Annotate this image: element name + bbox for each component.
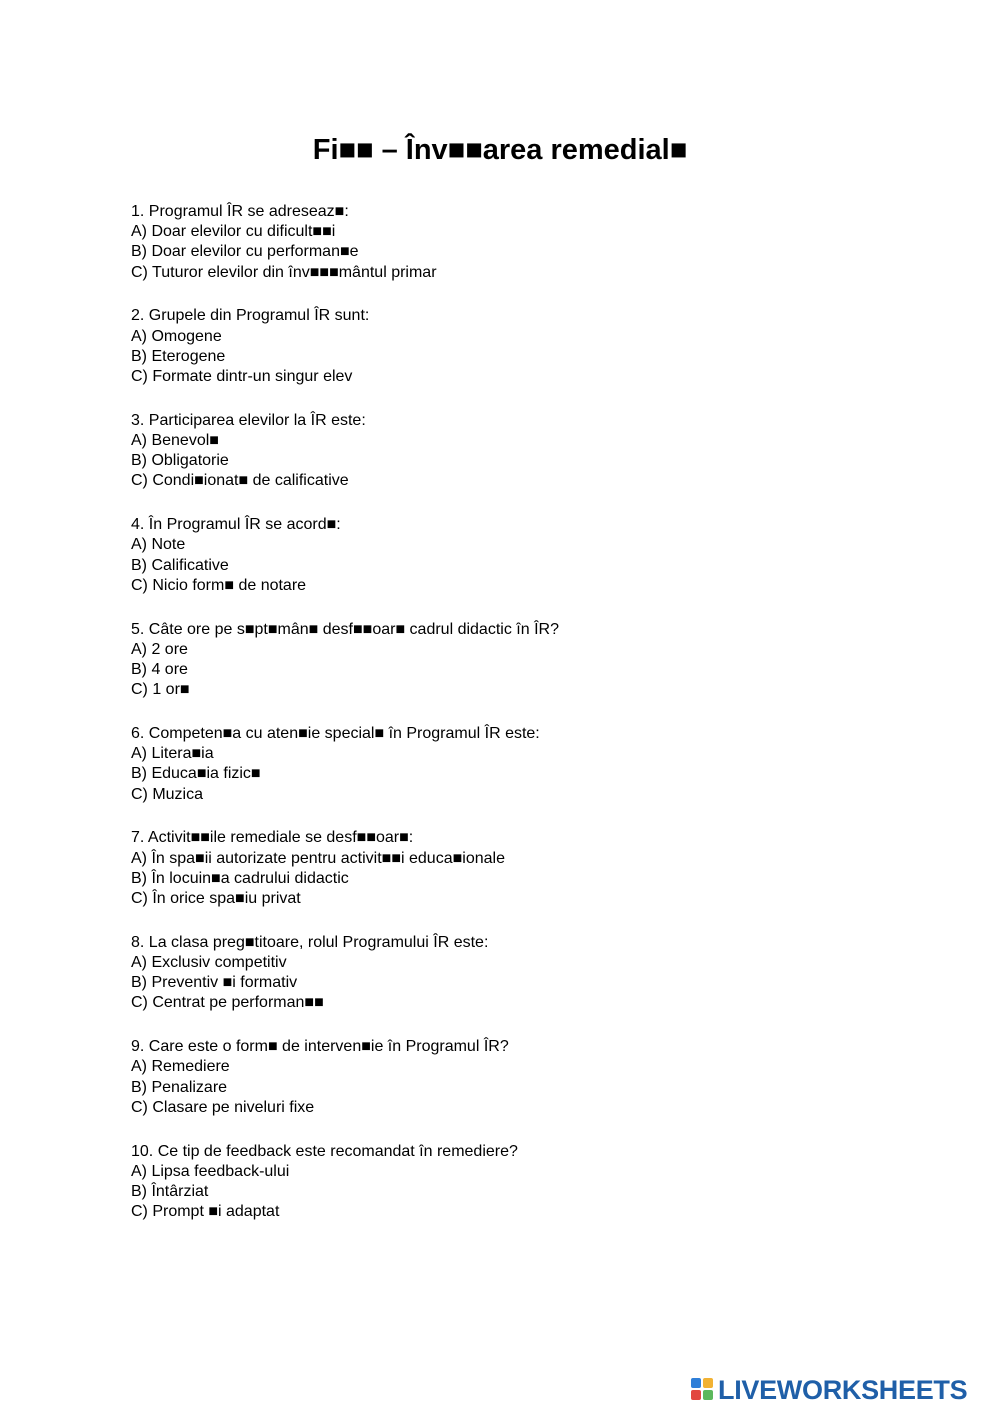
question-prompt: 2. Grupele din Programul ÎR sunt: (131, 307, 370, 325)
answer-option-b: B) Doar elevilor cu performan■e (131, 243, 359, 261)
logo-tile-green (703, 1390, 713, 1400)
answer-option-b: B) Preventiv ■i formativ (131, 974, 298, 992)
answer-option-a: A) 2 ore (131, 640, 188, 658)
question-2 (131, 306, 891, 387)
answer-option-a: A) Litera■ia (131, 745, 214, 763)
answer-option-a: A) Exclusiv competitiv (131, 954, 287, 972)
question-prompt: 3. Participarea elevilor la ÎR este: (131, 411, 366, 429)
answer-option-c: C) 1 or■ (131, 681, 190, 699)
question-prompt: 1. Programul ÎR se adreseaz■: (131, 203, 349, 220)
question-prompt: 7. Activit■■ile remediale se desf■■oar■: (131, 829, 414, 847)
answer-option-b: B) Întârziat (131, 1183, 209, 1201)
answer-option-b: B) 4 ore (131, 661, 188, 679)
answer-option-c: C) Tuturor elevilor din înv■■■mântul primar (131, 263, 437, 281)
answer-option-c: C) Formate dintr-un singur elev (131, 368, 353, 386)
answer-option-a: A) Benevol■ (131, 432, 219, 450)
question-4 (131, 515, 891, 596)
answer-option-b: B) Eterogene (131, 347, 226, 365)
answer-option-a: A) În spa■ii autorizate pentru activit■■i educa■ionale (131, 849, 505, 867)
logo-tile-yellow (703, 1378, 713, 1388)
answer-option-b: B) În locuin■a cadrului didactic (131, 869, 349, 887)
question-6 (131, 724, 891, 805)
answer-option-b: B) Penalizare (131, 1078, 228, 1096)
question-prompt: 8. La clasa preg■titoare, rolul Programului ÎR este: (131, 933, 489, 951)
answer-option-b: B) Calificative (131, 556, 229, 574)
question-prompt: 4. În Programul ÎR se acord■: (131, 516, 341, 534)
question-1 (131, 202, 891, 283)
question-prompt: 5. Câte ore pe s■pt■mân■ desf■■oar■ cadrul didactic în ÎR? (131, 620, 559, 638)
logo-tile-blue (691, 1378, 701, 1388)
question-5 (131, 620, 891, 701)
question-10 (131, 1142, 891, 1223)
question-9 (131, 1037, 891, 1118)
answer-option-a: A) Doar elevilor cu dificult■■i (131, 223, 336, 241)
question-prompt: 6. Competen■a cu aten■ie special■ în Programul ÎR este: (131, 725, 540, 743)
answer-option-c: C) Muzica (131, 785, 204, 803)
answer-option-a: A) Note (131, 536, 186, 554)
answer-option-c: C) Prompt ■i adaptat (131, 1203, 280, 1221)
answer-option-c: C) Clasare pe niveluri fixe (131, 1098, 315, 1116)
answer-option-c: C) Centrat pe performan■■ (131, 994, 324, 1012)
logo-tile-red (691, 1390, 701, 1400)
question-prompt: 10. Ce tip de feedback este recomandat în remediere? (131, 1142, 518, 1160)
question-list (131, 202, 891, 1246)
question-3 (131, 411, 891, 492)
answer-option-c: C) Condi■ionat■ de calificative (131, 472, 349, 490)
answer-option-a: A) Omogene (131, 327, 222, 345)
question-7 (131, 828, 891, 909)
answer-option-b: B) Obligatorie (131, 452, 229, 470)
answer-option-c: C) Nicio form■ de notare (131, 576, 307, 594)
answer-option-a: A) Remediere (131, 1058, 230, 1076)
question-prompt: 9. Care este o form■ de interven■ie în Programul ÎR? (131, 1038, 509, 1056)
question-8 (131, 933, 891, 1014)
answer-option-c: C) În orice spa■iu privat (131, 890, 301, 908)
brand-name: LIVEWORKSHEETS (718, 1375, 968, 1405)
answer-option-a: A) Lipsa feedback-ului (131, 1162, 290, 1180)
answer-option-b: B) Educa■ia fizic■ (131, 765, 261, 783)
liveworksheets-brand (691, 1374, 967, 1406)
liveworksheets-logo-icon (691, 1378, 715, 1402)
page-title: Fi■■ – Înv■■area remedial■ (312, 134, 688, 166)
